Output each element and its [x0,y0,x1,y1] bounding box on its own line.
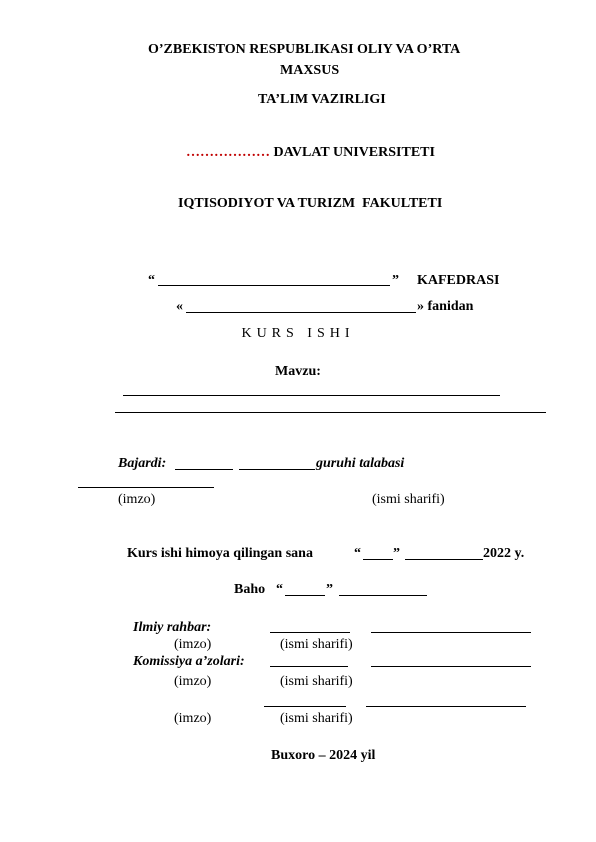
defense-date-label: Kurs ishi himoya qilingan sana [127,546,313,561]
department-name-blank[interactable] [158,285,390,286]
commission-signature-blank-2[interactable] [264,706,346,707]
department-close-quote: ” [392,273,399,288]
subject-name-blank[interactable] [186,312,416,313]
supervisor-name-caption: (ismi sharifi) [280,637,353,652]
supervisor-label: Ilmiy rahbar: [133,620,212,635]
performer-label: Bajardi: [118,456,167,471]
department-open-quote: “ [148,273,155,288]
commission-name-caption-2: (ismi sharifi) [280,711,353,726]
subject-suffix: » fanidan [417,299,474,314]
defense-day-blank[interactable] [363,559,393,560]
commission-name-caption-1: (ismi sharifi) [280,674,353,689]
footer-city-year: Buxoro – 2024 yil [271,748,376,763]
performer-signature-blank[interactable] [78,487,214,488]
grade-open-quote: “ [276,582,283,597]
defense-open-quote: “ [354,546,361,561]
faculty-title: IQTISODIYOT VA TURIZM FAKULTETI [178,196,443,211]
commission-signature-blank-1[interactable] [270,666,348,667]
grade-close-quote: ” [326,582,333,597]
university-name: DAVLAT UNIVERSITETI [273,145,435,160]
supervisor-sign-caption: (imzo) [174,637,212,652]
supervisor-signature-blank[interactable] [270,632,350,633]
topic-label: Mavzu: [275,364,321,379]
grade-score-blank[interactable] [285,595,325,596]
defense-year: 2022 y. [483,546,525,561]
commission-name-blank-1[interactable] [371,666,531,667]
topic-blank-line-2[interactable] [115,412,546,413]
defense-month-blank[interactable] [405,559,483,560]
commission-name-blank-2[interactable] [366,706,526,707]
performer-name-caption: (ismi sharifi) [372,492,445,507]
document-title: KURS ISHI [241,326,355,341]
commission-label: Komissiya a’zolari: [133,654,245,669]
grade-text-blank[interactable] [339,595,427,596]
ministry-title-line1: O’ZBEKISTON RESPUBLIKASI OLIY VA O’RTA [148,42,461,57]
commission-sign-caption-1: (imzo) [174,674,212,689]
performer-field-blank[interactable] [175,469,233,470]
ministry-title-line3: TA’LIM VAZIRLIGI [258,92,386,107]
ministry-title-line2: MAXSUS [280,63,340,78]
performer-sign-caption: (imzo) [118,492,156,507]
group-student-label: guruhi talabasi [316,456,405,471]
topic-blank-line-1[interactable] [123,395,500,396]
group-number-blank[interactable] [239,469,315,470]
university-line [186,145,435,161]
defense-close-quote: ” [393,546,400,561]
department-label: KAFEDRASI [417,273,500,288]
subject-open-quote: « [176,299,183,314]
supervisor-name-blank[interactable] [371,632,531,633]
grade-label: Baho [234,582,266,597]
commission-sign-caption-2: (imzo) [174,711,212,726]
university-placeholder-dots: ……………… [186,145,270,160]
